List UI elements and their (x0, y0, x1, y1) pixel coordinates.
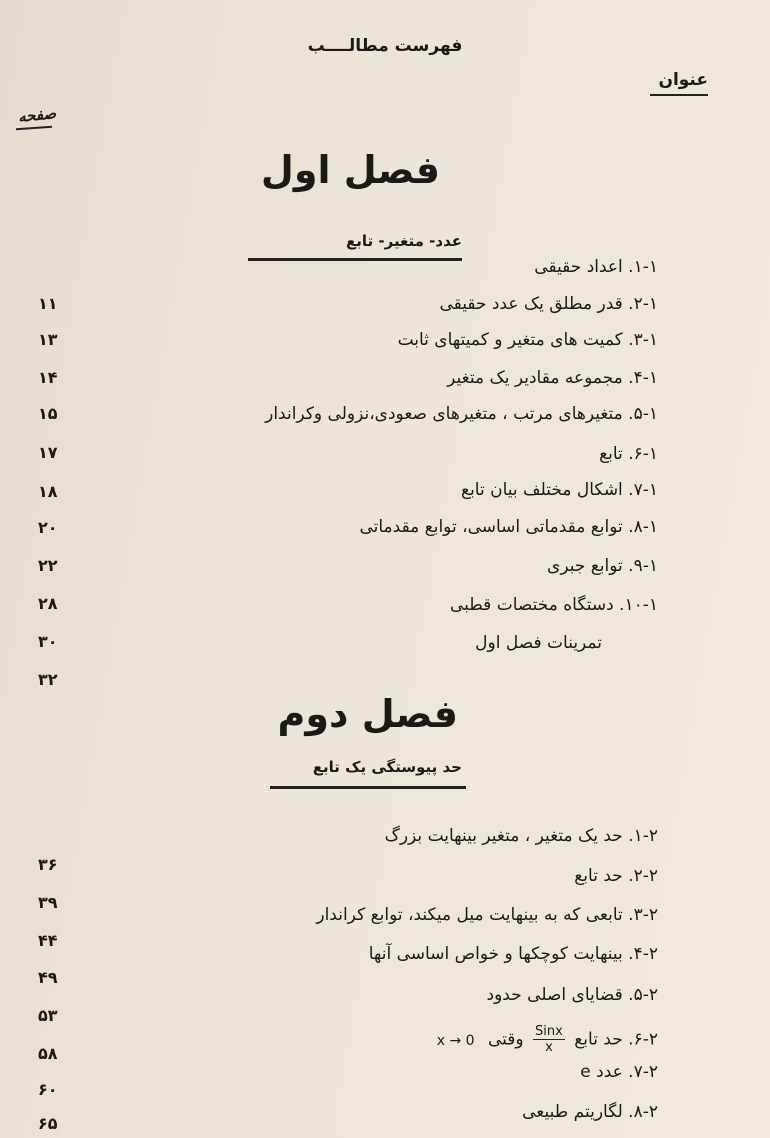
toc-item: ۵-۲. قضایای اصلی حدود (486, 985, 658, 1005)
toc-item: ۵-۱. متغیرهای مرتب ، متغیرهای صعودی،نزولی وکراندار (265, 404, 658, 424)
toc-item: ۴-۲. بینهایت کوچکها و خواص اساسی آنها (368, 944, 658, 964)
toc-item-limit-sinx (437, 1024, 658, 1055)
toc-item: ۱-۲. حد یک متغیر ، متغیر بینهایت بزرگ (384, 826, 658, 846)
page-number: ۶۵ (38, 1114, 58, 1133)
page-number: ۵۸ (38, 1044, 58, 1063)
page-number: ۵۳ (38, 1006, 58, 1025)
page-number: ۳۹ (38, 893, 58, 912)
toc-item: ۳-۲. تابعی که به بینهایت میل میکند، توابع کراندار (316, 905, 658, 925)
page-number: ۲۸ (38, 594, 58, 613)
sinx-over-x-fraction (533, 1024, 565, 1055)
page-label-underline (16, 126, 52, 131)
toc-item: ۲-۱. قدر مطلق یک عدد حقیقی (439, 294, 658, 314)
toc-item: ۸-۱. توابع مقدماتی اساسی، توابع مقدماتی (359, 517, 658, 537)
chapter-1-subtitle: عدد- متغیر- تابع (346, 232, 462, 250)
toc-item: ۲-۲. حد تابع (574, 866, 658, 886)
limit-expression: x → 0 (436, 1032, 475, 1049)
toc-item: ۶-۱. تابع (599, 444, 658, 464)
fraction-suffix: وقتی (488, 1029, 524, 1050)
chapter-2-subtitle-underline (270, 786, 466, 789)
page-number: ۲۰ (38, 518, 58, 537)
page-number: ۲۲ (38, 556, 58, 575)
chapter-1-title: فصل اول (260, 148, 440, 192)
page-number: ۶۰ (38, 1080, 58, 1099)
toc-item: ۱۰-۱. دستگاه مختصات قطبی (449, 595, 658, 615)
page-number: ۱۷ (38, 443, 58, 462)
toc-item: ۱-۱. اعداد حقیقی (534, 257, 658, 277)
page-number: ۴۹ (38, 968, 58, 987)
toc-item-exercises: تمرینات فصل اول (475, 633, 602, 653)
toc-item: ۸-۲. لگاریتم طبیعی (522, 1102, 658, 1122)
page-number: ۱۱ (38, 294, 58, 313)
toc-item: ۹-۱. توابع جبری (547, 556, 658, 576)
page-title: فهرست مطالــــب (307, 36, 463, 56)
page-column-label: صفحه (17, 104, 57, 126)
onvan-underline (650, 94, 708, 96)
chapter-2-subtitle: حد پیوستگی یک تابع (312, 758, 462, 776)
toc-item: ۷-۲. عدد e (580, 1062, 658, 1082)
page-number: ۱۴ (38, 368, 58, 387)
page-number: ۴۴ (38, 931, 58, 950)
page-number: ۳۶ (38, 855, 58, 874)
page-number: ۱۵ (38, 404, 58, 423)
page-number: ۳۰ (38, 632, 58, 651)
toc-item: ۴-۱. مجموعه مقادیر یک متغیر (447, 368, 658, 388)
page-number: ۱۸ (38, 482, 58, 501)
column-title-onvan: عنوان (658, 70, 708, 90)
page-number: ۳۲ (38, 670, 58, 689)
fraction-numerator: Sinx (535, 1024, 563, 1039)
fraction-denominator: x (545, 1040, 553, 1055)
chapter-1-subtitle-underline (248, 258, 462, 261)
page-number: ۱۳ (38, 330, 58, 349)
chapter-2-title: فصل دوم (277, 692, 458, 736)
toc-item-label: ۶-۲. حد تابع (574, 1029, 658, 1050)
toc-item: ۳-۱. کمیت های متغیر و کمیتهای ثابت (397, 330, 658, 350)
toc-item: ۷-۱. اشکال مختلف بیان تابع (461, 480, 658, 500)
